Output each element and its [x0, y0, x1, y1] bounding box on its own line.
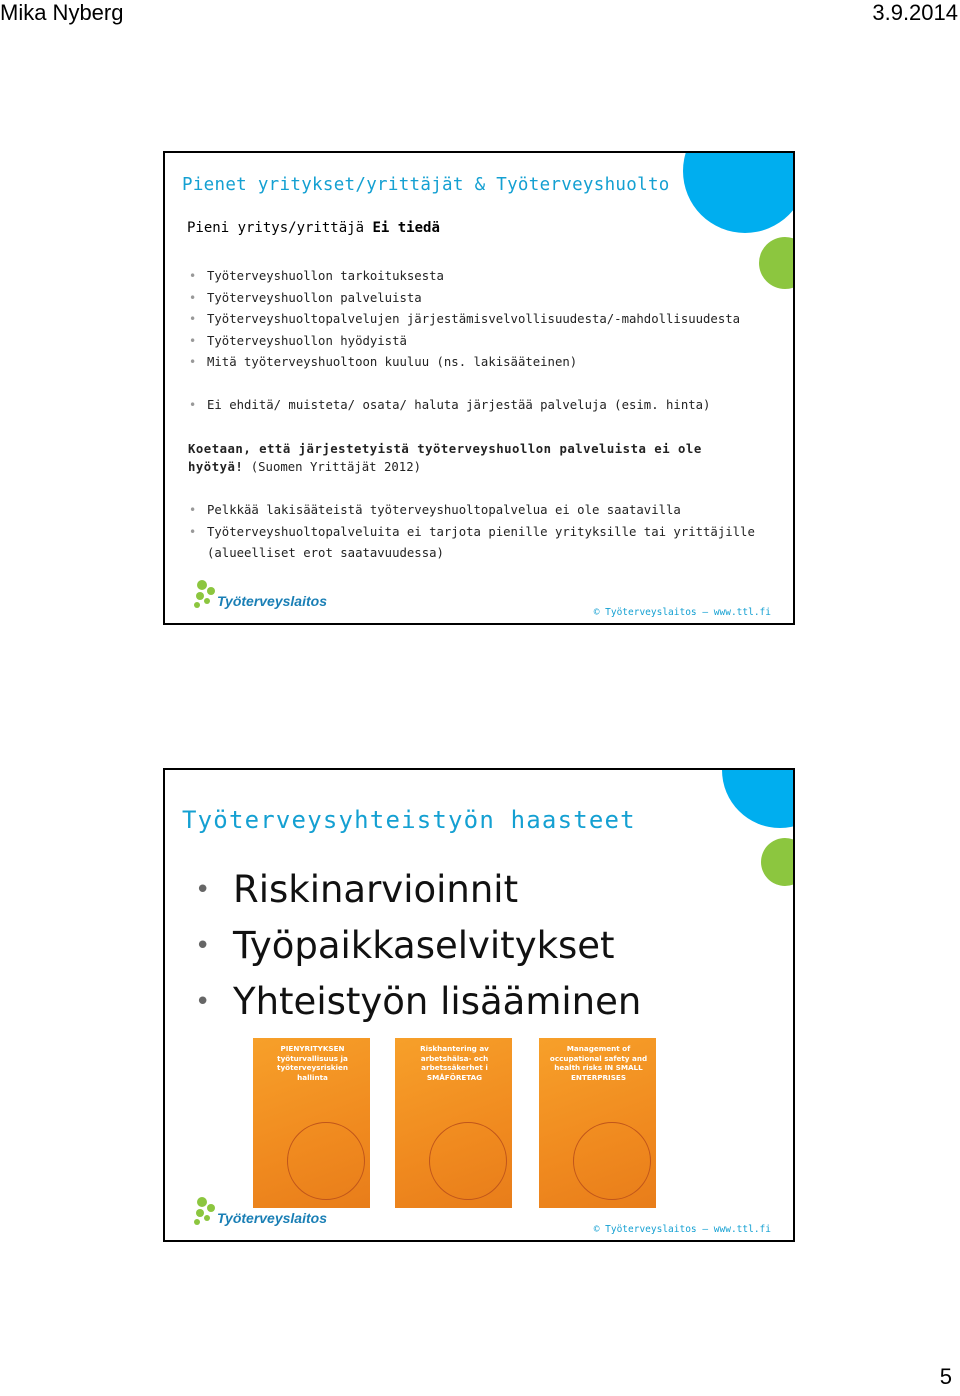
list-item: • Yhteistyön lisääminen: [193, 974, 641, 1030]
wheel-graphic: [287, 1122, 365, 1200]
book-cover-english: [539, 1038, 656, 1208]
list-item: • Työterveyshuoltopalveluita ei tarjota pienille yrityksille tai yrittäjille (alueelliset erot saatavuudessa): [189, 522, 767, 565]
challenges-list: [193, 862, 641, 1030]
slide-2: [163, 768, 795, 1242]
list-item: • Pelkkää lakisääteistä työterveyshuoltopalvelua ei ole saatavilla: [189, 500, 767, 522]
subtitle-prefix: Pieni yritys/yrittäjä: [187, 220, 373, 236]
ttl-logo: [193, 577, 327, 621]
book-title: Management of occupational safety and health risks IN SMALL ENTERPRISES: [549, 1044, 648, 1082]
slide-footer: © Työterveyslaitos – www.ttl.fi: [593, 1224, 771, 1235]
list-item: • Työterveyshuollon palveluista: [189, 288, 740, 310]
list-item: • Riskinarvioinnit: [193, 862, 641, 918]
wheel-graphic: [429, 1122, 507, 1200]
statement-text: Koetaan, että järjestetyistä työterveyshuollon palveluista ei ole hyötyä!: [188, 442, 702, 474]
author-name: Mika Nyberg: [0, 0, 124, 25]
book-title: Riskhantering av arbetshälsa- och arbetssäkerhet i SMÅFÖRETAG: [420, 1044, 489, 1082]
slide-footer: © Työterveyslaitos – www.ttl.fi: [593, 607, 771, 618]
bold-statement: [188, 440, 748, 476]
document-date: 3.9.2014: [872, 0, 958, 25]
logo-text: Työterveyslaitos: [217, 593, 327, 609]
slide-1: [163, 151, 795, 625]
list-item: • Työterveyshuollon hyödyistä: [189, 331, 740, 353]
slide-subtitle: [187, 220, 440, 236]
bullet-list-availability: [189, 500, 767, 565]
wheel-graphic: [573, 1122, 651, 1200]
decorative-circles: [635, 770, 795, 890]
book-cover-finnish: [253, 1038, 370, 1208]
statement-source: (Suomen Yrittäjät 2012): [243, 460, 422, 474]
slide-title: Pienet yritykset/yrittäjät & Työterveyshuolto: [182, 175, 670, 195]
subtitle-bold: Ei tiedä: [372, 220, 440, 236]
list-item: • Työpaikkaselvitykset: [193, 918, 641, 974]
slide-title: Työterveysyhteistyön haasteet: [182, 806, 636, 834]
ttl-logo: [193, 1194, 327, 1238]
list-item: • Mitä työterveyshuoltoon kuuluu (ns. lakisääteinen): [189, 352, 740, 374]
bullet-list-knowledge: [189, 266, 740, 374]
list-item: • Ei ehditä/ muisteta/ osata/ haluta järjestää palveluja (esim. hinta): [189, 395, 710, 417]
bullet-list-reasons: [189, 395, 710, 417]
list-item: • Työterveyshuoltopalvelujen järjestämisvelvollisuudesta/-mahdollisuudesta: [189, 309, 740, 331]
book-title: PIENYRITYKSEN työturvallisuus ja työterveysriskien hallinta: [277, 1044, 348, 1082]
logo-text: Työterveyslaitos: [217, 1210, 327, 1226]
book-cover-swedish: [395, 1038, 512, 1208]
list-item: • Työterveyshuollon tarkoituksesta: [189, 266, 740, 288]
page-number: 5: [939, 1364, 952, 1389]
